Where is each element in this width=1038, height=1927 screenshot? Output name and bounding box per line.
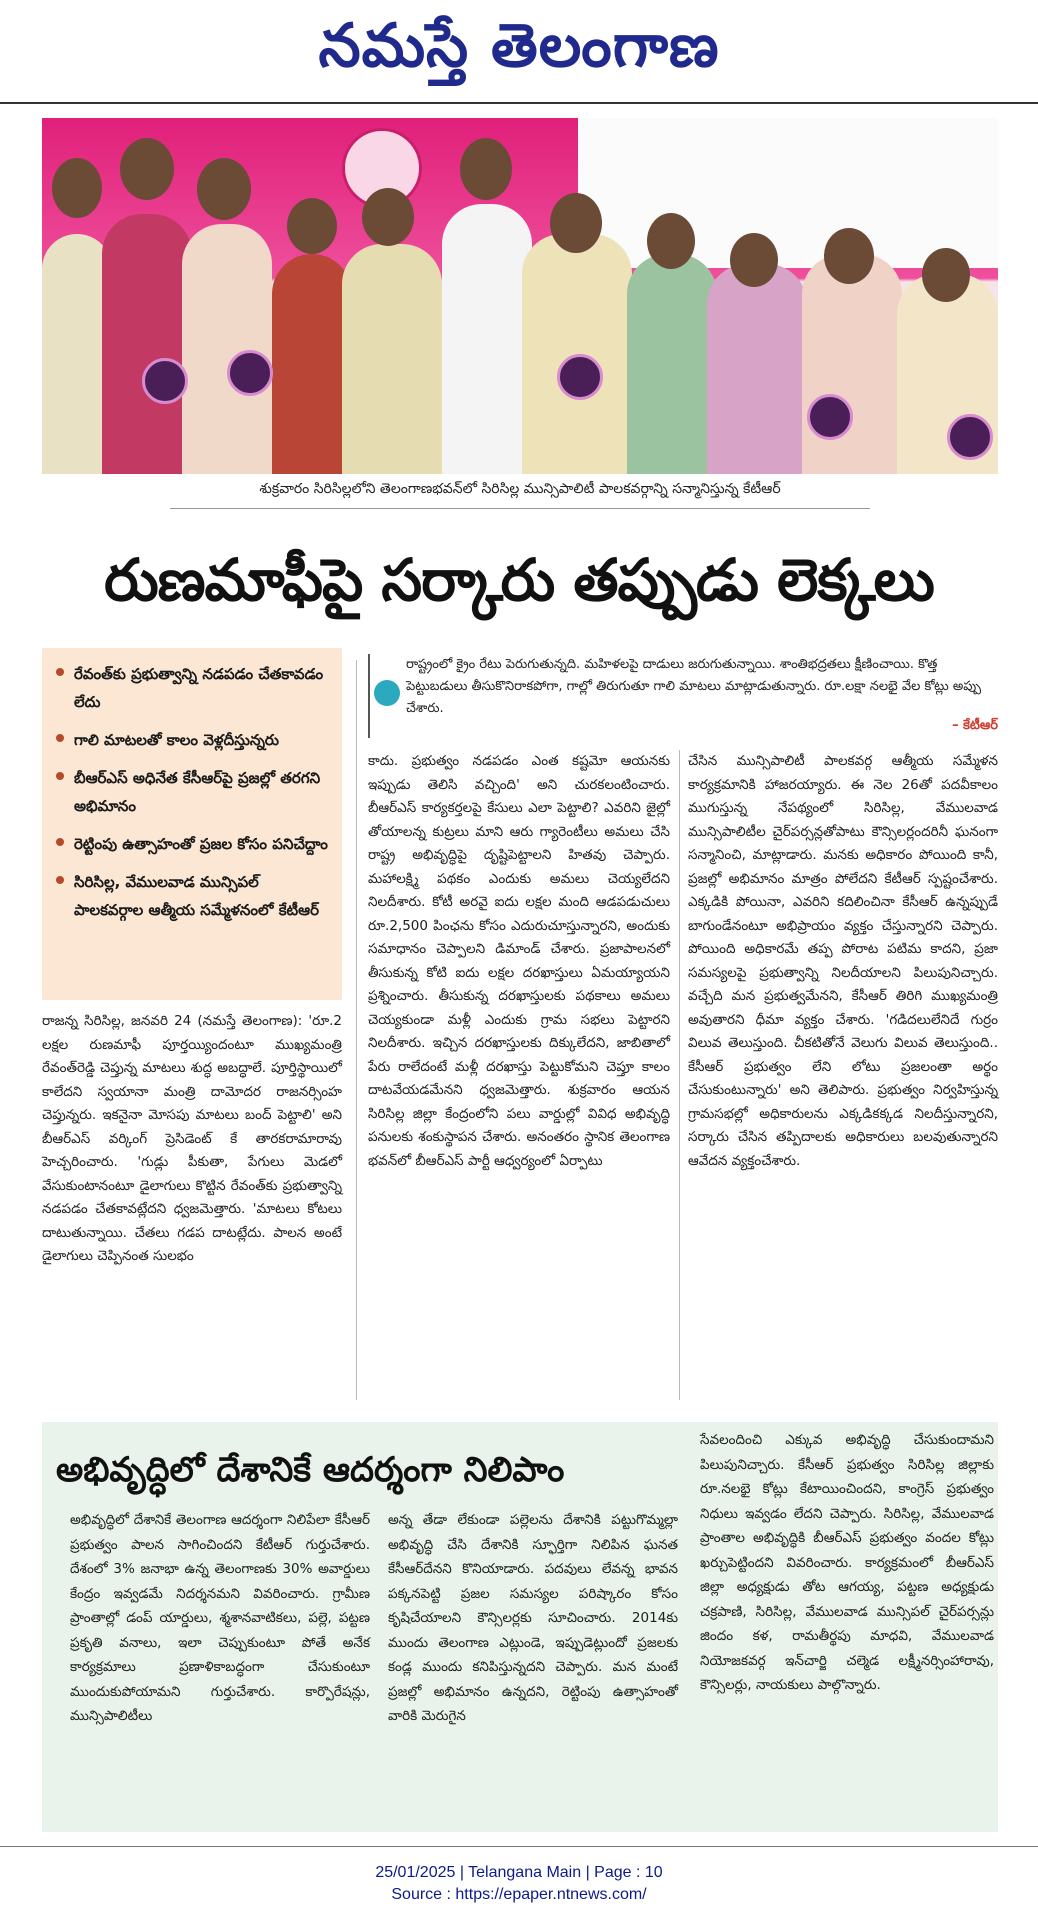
highlight-item (56, 660, 328, 716)
pull-quote-text: రాష్ట్రంలో క్రైం రేటు పెరుగుతున్నది. మహిళలపై దాడులు జరుగుతున్నాయి. శాంతిభద్రతలు క్షీణించాయి. కొత్త పెట్టుబడులు తీసుకొనిరాకపోగా, గాల్లో తిరుగుతూ గాలి మాటలు మాట్లాడుతున్నారు. రూ.లక్షా నలభై వేల కోట్లు అప్పు చేశారు. (406, 657, 982, 716)
second-story-column: అభివృద్ధిలో దేశానికే తెలంగాణ ఆదర్శంగా నిలిపేలా కేసీఆర్ ప్రభుత్వం పాలన సాగించిందని కేటీఆర్ గుర్తుచేశారు. దేశంలో 3% జనాభా ఉన్న తెలంగాణకు 30% అవార్డులు కేంద్రం ఇవ్వడమే నిదర్శనమని వివరించారు. గ్రామీణ ప్రాంతాల్లో డంప్ యార్డులు, శ్మశానవాటికలు, పల్లె, పట్టణ ప్రకృతి వనాలు, ఇలా చెప్పుకుంటూ పోతే అనేక కార్యక్రమాలు ప్రణాళికాబద్ధంగా చేసుకుంటూ ముందుకుపోయామని గుర్తుచేశారు. కార్పొరేషన్లు, మున్సిపాలిటీలు (70, 1512, 370, 1724)
article-column: చేసిన మున్సిపాలిటీ పాలకవర్గ ఆత్మీయ సమ్మేళన కార్యక్రమానికి హాజరయ్యారు. ఈ నెల 26తో పదవీకాలం ముగుస్తున్న నేపథ్యంలో సిరిసిల్ల, వేములవాడ మున్సిపాలిటీల చైర్‌పర్సన్లతోపాటు కౌన్సిలర్లందరినీ ఘనంగా సన్మానించి, మాట్లాడారు. మనకు అధికారం పోయింది కానీ, ప్రజల్లో అభిమానం మాత్రం పోలేదని కేటీఆర్ స్పష్టంచేశారు. ఎక్కడికి పోయినా, ఎవరిని కదిలించినా కేసీఆర్ ఉన్నప్పుడే బాగుండేనంటూ అభిప్రాయం వ్యక్తం చేస్తున్నారని చెప్పారు. పోయింది అధికారమే తప్ప పోరాట పటిమ కాదని, ప్రజా సమస్యలపై ప్రభుత్వాన్ని నిలదీయాలని పిలుపునిచ్చారు. వచ్చేది మన ప్రభుత్వమేనని, కేసీఆర్ తిరిగి ముఖ్యమంత్రి అవుతారని ధీమా వ్యక్తం చేశారు. 'గడిదలులేనిదే గుర్రం విలువ తెలుస్తుంది. చీకటితోనే వెలుగు విలువ తెలుస్తుంది.. కేసీఆర్ ప్రభుత్వం లేని లోటు ప్రజలంతా అర్థం చేసుకుంటున్నారు' అని తెలిపారు. ప్రభుత్వం నిర్వహిస్తున్న గ్రామసభల్లో అధికారులను ఎక్కడికక్కడ నిలదీస్తున్నారని, సర్కారు చేసిన తప్పిదాలకు అధికారులు బలవుతున్నారని ఆవేదన వ్యక్తంచేశారు. (688, 753, 998, 1169)
masthead (0, 0, 1038, 104)
highlight-text: సిరిసిల్ల, వేములవాడ మున్సిపల్ పాలకవర్గాల ఆత్మీయ సమ్మేళనంలో కేటీఆర్ (74, 873, 319, 919)
main-headline: రుణమాఫీపై సర్కారు తప్పుడు లెక్కలు (104, 546, 934, 614)
photo-person (730, 233, 778, 287)
pull-quote (368, 654, 998, 738)
article-column: రాజన్న సిరిసిల్ల, జనవరి 24 (నమస్తే తెలంగాణ): 'రూ.2 లక్షల రుణమాఫీ పూర్తయ్యిందంటూ ముఖ్యమంత్రి రేవంత్‌రెడ్డి చెప్తున్న మాటలు శుద్ధ అబద్ధాలే. పూర్తిస్థాయిలో కాలేదని స్వయానా మంత్రి దామోదర రాజనర్సింహ చెప్తున్నరు. ఇకనైనా మోసపు మాటలు బంద్ పెట్టాలి' అని బీఆర్‌ఎస్ వర్కింగ్ ప్రెసిడెంట్ కే తారకరామారావు హెచ్చరించారు. 'గుడ్లు పీకుతా, పేగులు మెడలో వేసుకుంటానంటూ డైలాగులు కొట్టిన రేవంత్‌కు ప్రభుత్వాన్ని నడపడం చేతకావట్లేదని ధ్వజమెత్తారు. 'మాటలు కోటలు దాటుతున్నాయి. చేతలు గడప దాటట్లేదు. పాలన అంటే డైలాగులు చెప్పినంత సులభం (42, 1013, 342, 1264)
source-link[interactable]: Source : https://epaper.ntnews.com/ (391, 1886, 647, 1903)
highlight-text: రెట్టింపు ఉత్సాహంతో ప్రజల కోసం పనిచేద్దాం (74, 835, 328, 853)
bullet-icon (56, 734, 64, 742)
award-plaque (947, 414, 993, 460)
bullet-icon (56, 668, 64, 676)
photo-person (802, 254, 902, 474)
award-plaque (557, 354, 603, 400)
photo-person (102, 214, 192, 474)
photo-person (272, 254, 352, 474)
edition-line: 25/01/2025 | Telangana Main | Page : 10 (375, 1864, 663, 1881)
photo-person (342, 244, 442, 474)
highlight-text: బీఆర్‌ఎస్ అధినేత కేసీఆర్‌పై ప్రజల్లో తరగని అభిమానం (74, 769, 321, 815)
photo-person (922, 248, 970, 302)
bullet-icon (56, 772, 64, 780)
highlight-item (56, 764, 328, 820)
photo-person (647, 213, 695, 269)
award-plaque (227, 350, 273, 396)
photo-person (287, 198, 337, 254)
caption-divider (170, 508, 870, 509)
award-plaque (142, 358, 188, 404)
award-plaque (807, 394, 853, 440)
photo-person (460, 138, 512, 200)
photo-person (197, 158, 251, 220)
photo-person (442, 204, 532, 474)
newspaper-title: నమస్తే తెలంగాణ (318, 11, 720, 81)
column-divider (679, 750, 680, 1400)
highlight-text: గాలి మాటలతో కాలం వెళ్లదీస్తున్నరు (74, 731, 279, 749)
event-photo (42, 118, 998, 474)
second-story-column: సేవలందించి ఎక్కువ అభివృద్ధి చేసుకుందామని పిలుపునిచ్చారు. కేసీఆర్ ప్రభుత్వం సిరిసిల్ల జిల్లాకు రూ.నలభై కోట్లు కేటాయించిందని, కాంగ్రెస్ ప్రభుత్వం నిధులు ఇవ్వడం లేదని చెప్పారు. సిరిసిల్ల, వేములవాడ ప్రాంతాల అభివృద్ధికి బీఆర్‌ఎస్ ప్రభుత్వం వందల కోట్లు ఖర్చుపెట్టిందని వివరించారు. కార్యక్రమంలో బీఆర్‌ఎస్ జిల్లా అధ్యక్షుడు తోట ఆగయ్య, పట్టణ అధ్యక్షుడు చక్రపాణి, సిరిసిల్ల, వేములవాడ మున్సిపల్ చైర్‌పర్సన్లు జిందం కళ, రామతీర్థపు మాధవి, వేములవాడ నియోజకవర్గ ఇన్‌చార్జి చల్మెడ లక్ష్మీనర్సింహారావు, కౌన్సిలర్లు, నాయకులు పాల్గొన్నారు. (700, 1432, 994, 1693)
highlight-item (56, 830, 328, 858)
footer-divider (0, 1846, 1038, 1847)
quote-mark-icon (374, 680, 400, 706)
photo-person (362, 188, 414, 246)
highlights-box (42, 648, 342, 1000)
highlight-item (56, 726, 328, 754)
photo-caption: శుక్రవారం సిరిసిల్లలోని తెలంగాణభవన్‌లో సిరిసిల్ల మున్సిపాలిటీ పాలకవర్గాన్ని సన్మానిస్తున్న కేటీఆర్ (259, 481, 781, 497)
photo-person (52, 158, 102, 218)
photo-person (824, 228, 874, 284)
photo-person (182, 224, 272, 474)
highlight-item (56, 868, 328, 924)
column-divider (356, 660, 357, 1400)
second-story-column: అన్న తేడా లేకుండా పల్లెలను దేశానికి పట్టుగొమ్మల్లా అభివృద్ధి చేసి దేశానికి స్ఫూర్తిగా నిలిపిన ఘనత కేసీఆర్‌దేనని కొనియాడారు. పదవులు లేవన్న భావన పక్కనపెట్టి ప్రజల సమస్యల పరిష్కారం కోసం కృషిచేయాలని కౌన్సిలర్లకు సూచించారు. 2014కు ముందు తెలంగాణ ఎట్లుండె, ఇప్పుడెట్లుందో ప్రజలకు కండ్ల ముందు కనిపిస్తున్నదని చెప్పారు. మన మంటే ప్రజల్లో అభిమానం ఉన్నదని, రెట్టింపు ఉత్సాహంతో వారికి మెరుగైన (388, 1512, 678, 1724)
photo-person (627, 254, 717, 474)
second-story-headline: అభివృద్ధిలో దేశానికే ఆదర్శంగా నిలిపాం (56, 1450, 565, 1490)
masthead-divider (0, 102, 1038, 104)
pull-quote-signature: – కేటీఆర్ (952, 718, 998, 733)
photo-backdrop-wall (578, 118, 998, 268)
article-column: కాదు. ప్రభుత్వం నడపడం ఎంత కష్టమో ఆయనకు ఇప్పుడు తెలిసి వచ్చింది' అని చురకలంటించారు. బీఆర్‌ఎస్ కార్యకర్తలపై కేసులు ఎలా పెట్టాలి? ఎవరిని జైల్లో తోయాలన్న కుట్రలు మాని ఆరు గ్యారెంటీలు అమలు చేసి రాష్ట్ర అభివృద్ధిపై దృష్టిపెట్టాలని హితవు చెప్పారు. మహాలక్ష్మి పథకం ఎందుకు అమలు చెయ్యలేదని నిలదీశారు. కోటీ అరవై ఐదు లక్షల మంది ఆడపడుచులు రూ.2,500 పింఛను కోసం ఎదురుచూస్తున్నారని, అందుకు సమాధానం చెప్పాలని డిమాండ్ చేశారు. ప్రజాపాలనలో తీసుకున్న కోటి ఐదు లక్షల దరఖాస్తులు ఏమయ్యాయని ప్రశ్నించారు. తీసుకున్న దరఖాస్తులకు పథకాలు అమలు చెయ్యకుండా మళ్లీ ఎందుకు గ్రామ సభలు పెట్టారని నిలదీశారు. ఇచ్చిన దరఖాస్తులకు దిక్కులేదని, జాబితాలో పేరు రాలేదంటే మళ్లీ దరఖాస్తు పెట్టుకోమని చెప్తూ కాలం దాటవేయడమేనని ధ్వజమెత్తారు. శుక్రవారం ఆయన సిరిసిల్ల జిల్లా కేంద్రంలోని పలు వార్డుల్లో వివిధ అభివృద్ధి పనులకు శంకుస్థాపన చేశారు. అనంతరం స్థానిక తెలంగాణ భవన్‌లో బీఆర్‌ఎస్ పార్టీ ఆధ్వర్యంలో ఏర్పాటు (368, 753, 670, 1169)
bullet-icon (56, 876, 64, 884)
bullet-icon (56, 838, 64, 846)
highlight-text: రేవంత్‌కు ప్రభుత్వాన్ని నడపడం చేతకావడం లేదు (74, 665, 324, 711)
photo-person (550, 193, 602, 253)
photo-person (120, 138, 174, 200)
photo-person (707, 264, 807, 474)
